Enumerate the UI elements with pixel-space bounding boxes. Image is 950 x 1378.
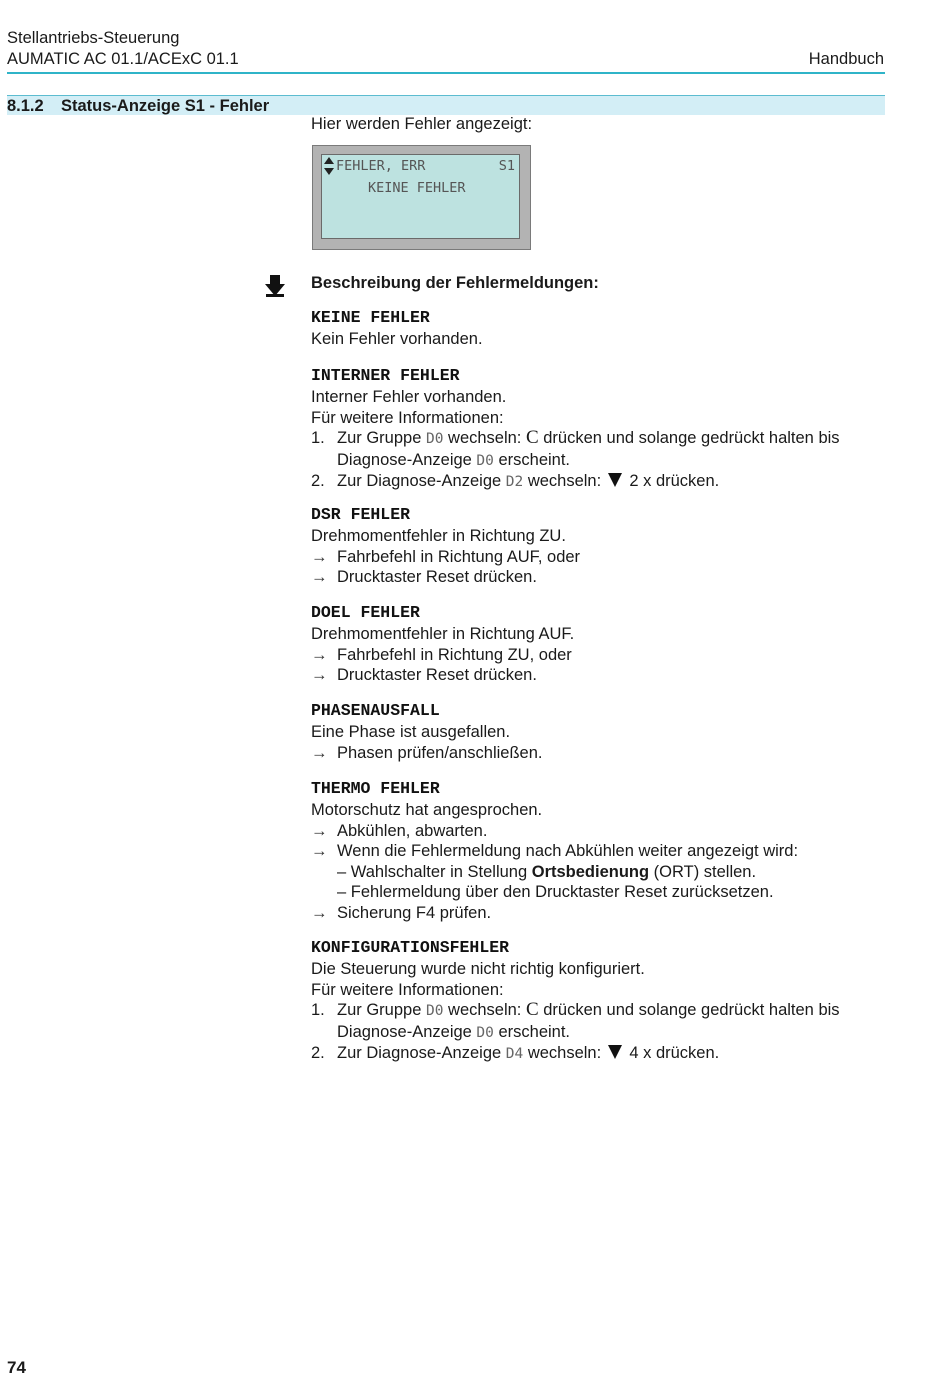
action-item: [311, 903, 901, 924]
action-item: [311, 547, 901, 568]
step-number: 2.: [311, 472, 325, 490]
error-text: Die Steuerung wurde nicht richtig konfiguriert.: [311, 960, 645, 978]
step-text: Zur Diagnose-Anzeige: [337, 472, 506, 490]
lcd-status-code: S1: [498, 158, 515, 174]
lcd-display: [312, 145, 531, 250]
step-text: erscheint.: [493, 1022, 571, 1041]
intro-text: Hier werden Fehler angezeigt:: [311, 115, 533, 133]
action-text: Phasen prüfen/anschließen.: [337, 743, 543, 762]
error-title: KEINE FEHLER: [311, 308, 430, 327]
arrow-right-icon: →: [311, 821, 328, 840]
page-number: 74: [7, 1358, 26, 1377]
step-text: Diagnose-Anzeige: [337, 450, 477, 469]
step-text: wechseln:: [523, 472, 606, 490]
step-text: Diagnose-Anzeige: [337, 1022, 477, 1041]
c-key-icon: C: [525, 427, 539, 448]
header-divider: [7, 72, 885, 74]
down-triangle-key-icon: [608, 473, 622, 487]
c-key-icon: C: [525, 999, 539, 1020]
action-item: [311, 841, 901, 862]
sub-action-item: [311, 862, 901, 883]
error-title: DSR FEHLER: [311, 505, 411, 524]
error-text: Für weitere Informationen:: [311, 980, 504, 999]
step-text: 2 x drücken.: [624, 472, 720, 490]
step-number: 2.: [311, 1044, 325, 1062]
arrow-right-icon: →: [311, 666, 328, 684]
step-number: 1.: [311, 1001, 325, 1019]
section-title: Status-Anzeige S1 - Fehler: [61, 97, 270, 115]
step-item: [311, 1043, 901, 1065]
diagnose-code: D0: [476, 1024, 494, 1041]
step-text: Zur Diagnose-Anzeige: [337, 1044, 506, 1062]
diagnose-code: D0: [476, 452, 494, 469]
intro-block: [311, 114, 901, 135]
step-text: wechseln:: [443, 1001, 526, 1019]
step-text: drücken und solange gedrückt halten bis: [538, 1001, 840, 1019]
error-text: Für weitere Informationen:: [311, 408, 504, 427]
section-number: 8.1.2: [7, 97, 44, 115]
arrow-right-icon: →: [311, 547, 328, 566]
error-interner-fehler: [311, 365, 901, 493]
arrow-right-icon: →: [311, 568, 328, 586]
emphasis-text: Ortsbedienung: [531, 862, 650, 881]
header-product-model: AUMATIC AC 01.1/ACExC 01.1: [7, 50, 239, 68]
step-text: drücken und solange gedrückt halten bis: [538, 429, 840, 447]
error-konfigurationsfehler: [311, 937, 901, 1065]
error-keine-fehler: [311, 307, 901, 350]
sub-action-text: (ORT) stellen.: [649, 862, 757, 881]
step-text: 4 x drücken.: [624, 1044, 720, 1062]
action-text: Fahrbefehl in Richtung AUF, oder: [337, 547, 581, 566]
action-item: [311, 567, 901, 588]
step-text: wechseln:: [443, 429, 526, 447]
down-arrow-icon: [264, 275, 286, 297]
step-item: [311, 428, 901, 450]
action-text: Drucktaster Reset drücken.: [337, 568, 537, 586]
error-phasenausfall: [311, 700, 901, 763]
diagnose-code: D2: [505, 474, 524, 490]
diagnose-code: D4: [505, 1046, 524, 1062]
action-text: Wenn die Fehlermeldung nach Abkühlen weiter angezeigt wird:: [337, 842, 799, 860]
arrow-right-icon: →: [311, 645, 328, 664]
step-text: wechseln:: [523, 1044, 606, 1062]
error-text: Drehmomentfehler in Richtung AUF.: [311, 625, 575, 643]
lcd-line-1: FEHLER, ERR: [336, 158, 426, 174]
error-text: Eine Phase ist ausgefallen.: [311, 723, 511, 741]
step-continuation: [311, 450, 901, 472]
error-doel-fehler: [311, 602, 901, 686]
action-text: Fahrbefehl in Richtung ZU, oder: [337, 645, 572, 664]
error-text: Interner Fehler vorhanden.: [311, 388, 507, 406]
section-heading: [7, 95, 885, 115]
error-title: PHASENAUSFALL: [311, 701, 440, 720]
step-text: erscheint.: [493, 450, 571, 469]
error-title: KONFIGURATIONSFEHLER: [311, 938, 510, 957]
lcd-line-2: KEINE FEHLER: [368, 180, 466, 196]
action-item: [311, 821, 901, 842]
action-item: [311, 645, 901, 666]
lcd-screen: [321, 154, 520, 239]
header-doc-type: Handbuch: [808, 50, 884, 68]
error-text: Motorschutz hat angesprochen.: [311, 801, 543, 819]
step-item: [311, 471, 901, 493]
action-item: [311, 665, 901, 686]
sub-action-text: – Wahlschalter in Stellung: [337, 862, 532, 881]
error-title: DOEL FEHLER: [311, 603, 420, 622]
error-thermo-fehler: [311, 778, 901, 923]
header-product-family: Stellantriebs-Steuerung: [7, 29, 180, 47]
step-number: 1.: [311, 429, 325, 447]
step-item: [311, 1000, 901, 1022]
arrow-right-icon: →: [311, 903, 328, 922]
action-text: Drucktaster Reset drücken.: [337, 666, 537, 684]
step-text: Zur Gruppe: [337, 1001, 426, 1019]
description-heading: Beschreibung der Fehlermeldungen:: [311, 274, 599, 292]
step-continuation: [311, 1022, 901, 1044]
up-down-arrows-icon: [324, 157, 334, 175]
step-text: Zur Gruppe: [337, 429, 426, 447]
sub-action-item: – Fehlermeldung über den Drucktaster Reset zurücksetzen.: [337, 883, 774, 901]
arrow-right-icon: →: [311, 743, 328, 762]
document-header: [7, 28, 239, 70]
error-text: Drehmomentfehler in Richtung ZU.: [311, 527, 566, 545]
action-text: Sicherung F4 prüfen.: [337, 903, 492, 922]
group-code: D0: [425, 431, 444, 447]
down-triangle-key-icon: [608, 1045, 622, 1059]
error-title: THERMO FEHLER: [311, 779, 440, 798]
error-dsr-fehler: [311, 504, 901, 588]
arrow-right-icon: →: [311, 842, 328, 860]
error-text: Kein Fehler vorhanden.: [311, 330, 483, 348]
action-item: [311, 743, 901, 764]
group-code: D0: [425, 1003, 444, 1019]
action-text: Abkühlen, abwarten.: [337, 821, 488, 840]
error-title: INTERNER FEHLER: [311, 366, 460, 385]
